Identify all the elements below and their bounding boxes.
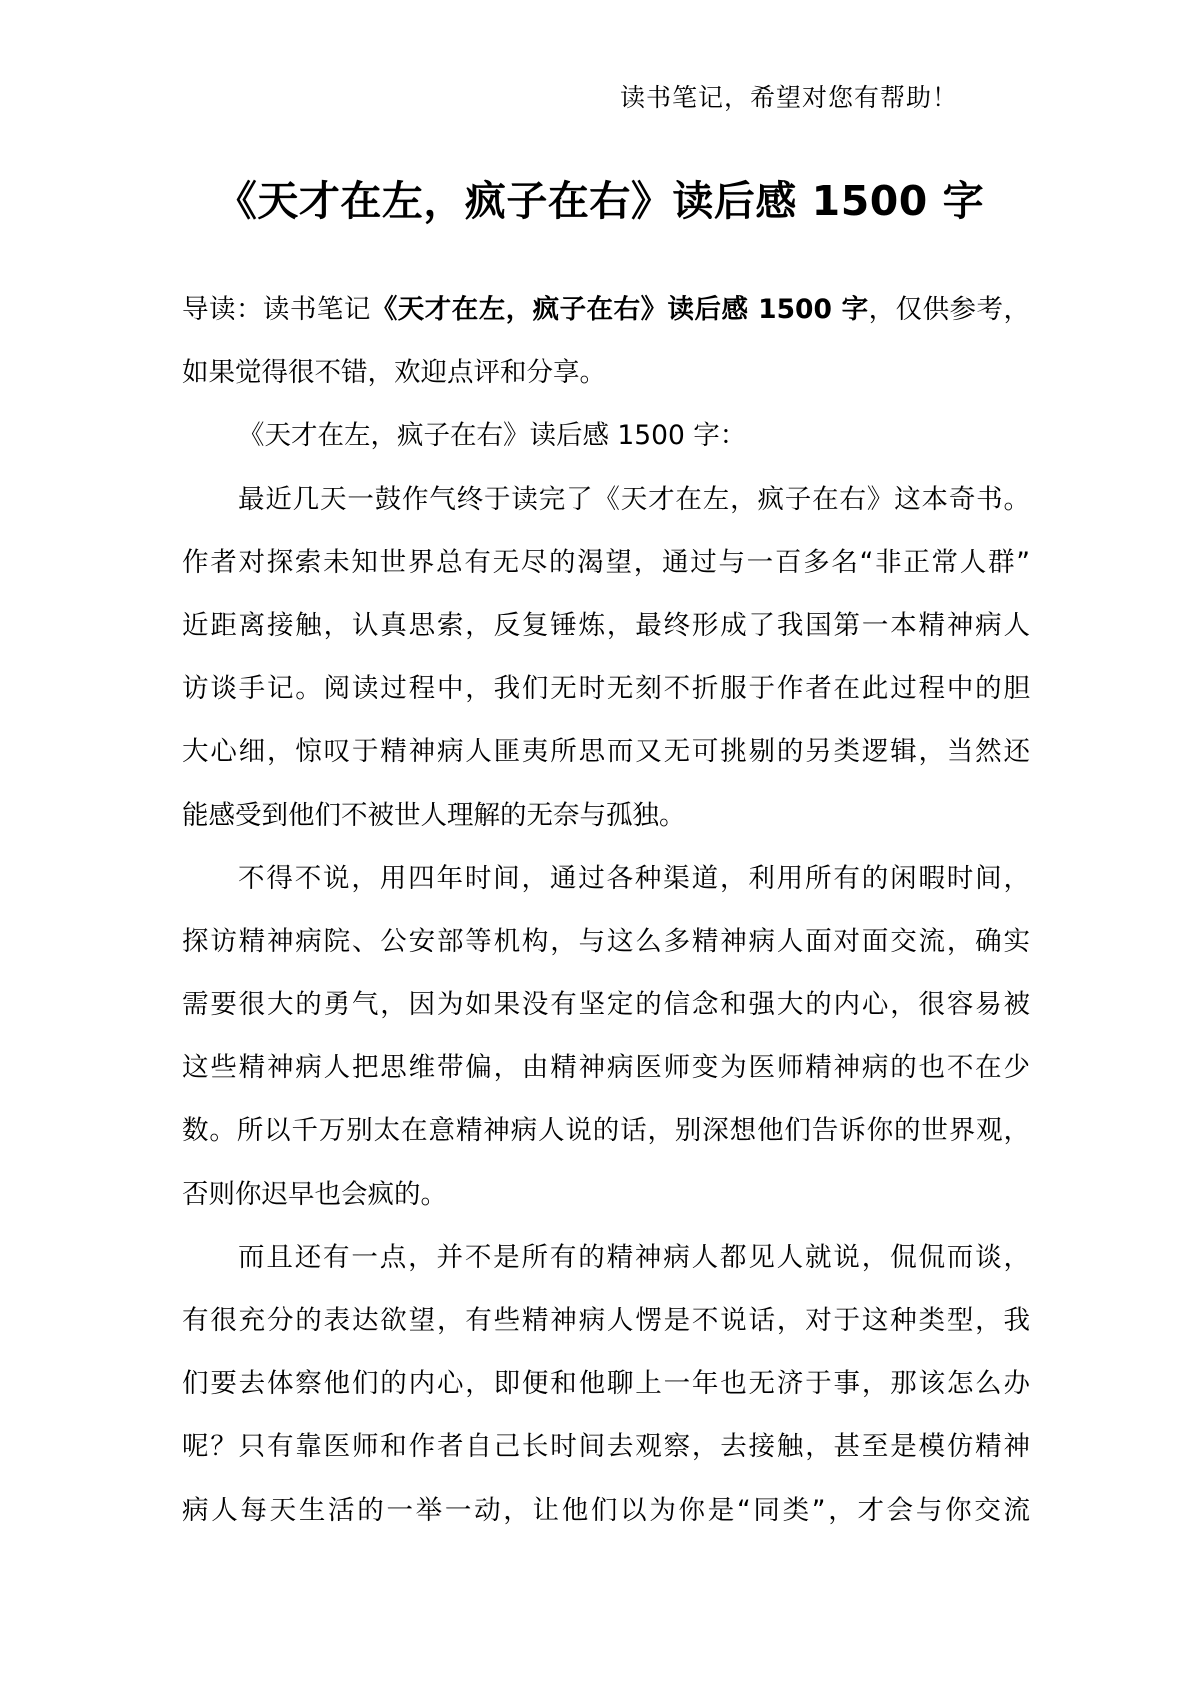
paragraph-1-line-2: 作者对探索未知世界总有无尽的渴望，通过与一百多名“非正常人群”: [182, 546, 1030, 578]
intro-suffix: ，仅供参考，: [868, 294, 1031, 325]
paragraph-3-line-3: 们要去体察他们的内心，即便和他聊上一年也无济于事，那该怎么办: [182, 1368, 1030, 1400]
subtitle: 《天才在左，疯子在右》读后感 1500 字：: [238, 420, 747, 452]
paragraph-1-line-4: 访谈手记。阅读过程中，我们无时无刻不折服于作者在此过程中的胆: [182, 673, 1030, 705]
paragraph-1-line-6: 能感受到他们不被世人理解的无奈与孤独。: [182, 799, 686, 831]
document-title: 《天才在左，疯子在右》读后感 1500 字: [215, 177, 985, 225]
paragraph-2-line-5: 数。所以千万别太在意精神病人说的话，别深想他们告诉你的世界观，: [182, 1115, 1030, 1147]
paragraph-2-line-1: 不得不说，用四年时间，通过各种渠道，利用所有的闲暇时间，: [238, 862, 1030, 894]
document-body: [182, 278, 1030, 1542]
paragraph-2-line-2: 探访精神病院、公安部等机构，与这么多精神病人面对面交流，确实: [182, 925, 1030, 957]
paragraph-1-line-3: 近距离接触，认真思索，反复锤炼，最终形成了我国第一本精神病人: [182, 609, 1030, 641]
intro-line-2: 如果觉得很不错，欢迎点评和分享。: [182, 357, 606, 389]
paragraph-2-line-3: 需要很大的勇气，因为如果没有坚定的信念和强大的内心，很容易被: [182, 989, 1030, 1021]
intro-bold-title: 《天才在左，疯子在右》读后感 1500 字: [370, 294, 869, 325]
intro-line-1: [182, 278, 1030, 341]
paragraph-3-line-4: 呢？只有靠医师和作者自己长时间去观察，去接触，甚至是模仿精神: [182, 1431, 1030, 1463]
paragraph-2-line-4: 这些精神病人把思维带偏，由精神病医师变为医师精神病的也不在少: [182, 1052, 1030, 1084]
header-note: 读书笔记，希望对您有帮助！: [620, 83, 959, 112]
paragraph-3-line-1: 而且还有一点，并不是所有的精神病人都见人就说，侃侃而谈，: [238, 1241, 1030, 1273]
intro-prefix: 导读：读书笔记: [182, 294, 371, 325]
paragraph-1-line-1: 最近几天一鼓作气终于读完了《天才在左，疯子在右》这本奇书。: [238, 483, 1030, 515]
paragraph-2-line-6: 否则你迟早也会疯的。: [182, 1178, 447, 1210]
paragraph-1-line-5: 大心细，惊叹于精神病人匪夷所思而又无可挑剔的另类逻辑，当然还: [182, 736, 1030, 768]
paragraph-3-line-2: 有很充分的表达欲望，有些精神病人愣是不说话，对于这种类型，我: [182, 1305, 1030, 1336]
paragraph-3-line-5: 病人每天生活的一举一动，让他们以为你是“同类”，才会与你交流: [182, 1494, 1030, 1526]
